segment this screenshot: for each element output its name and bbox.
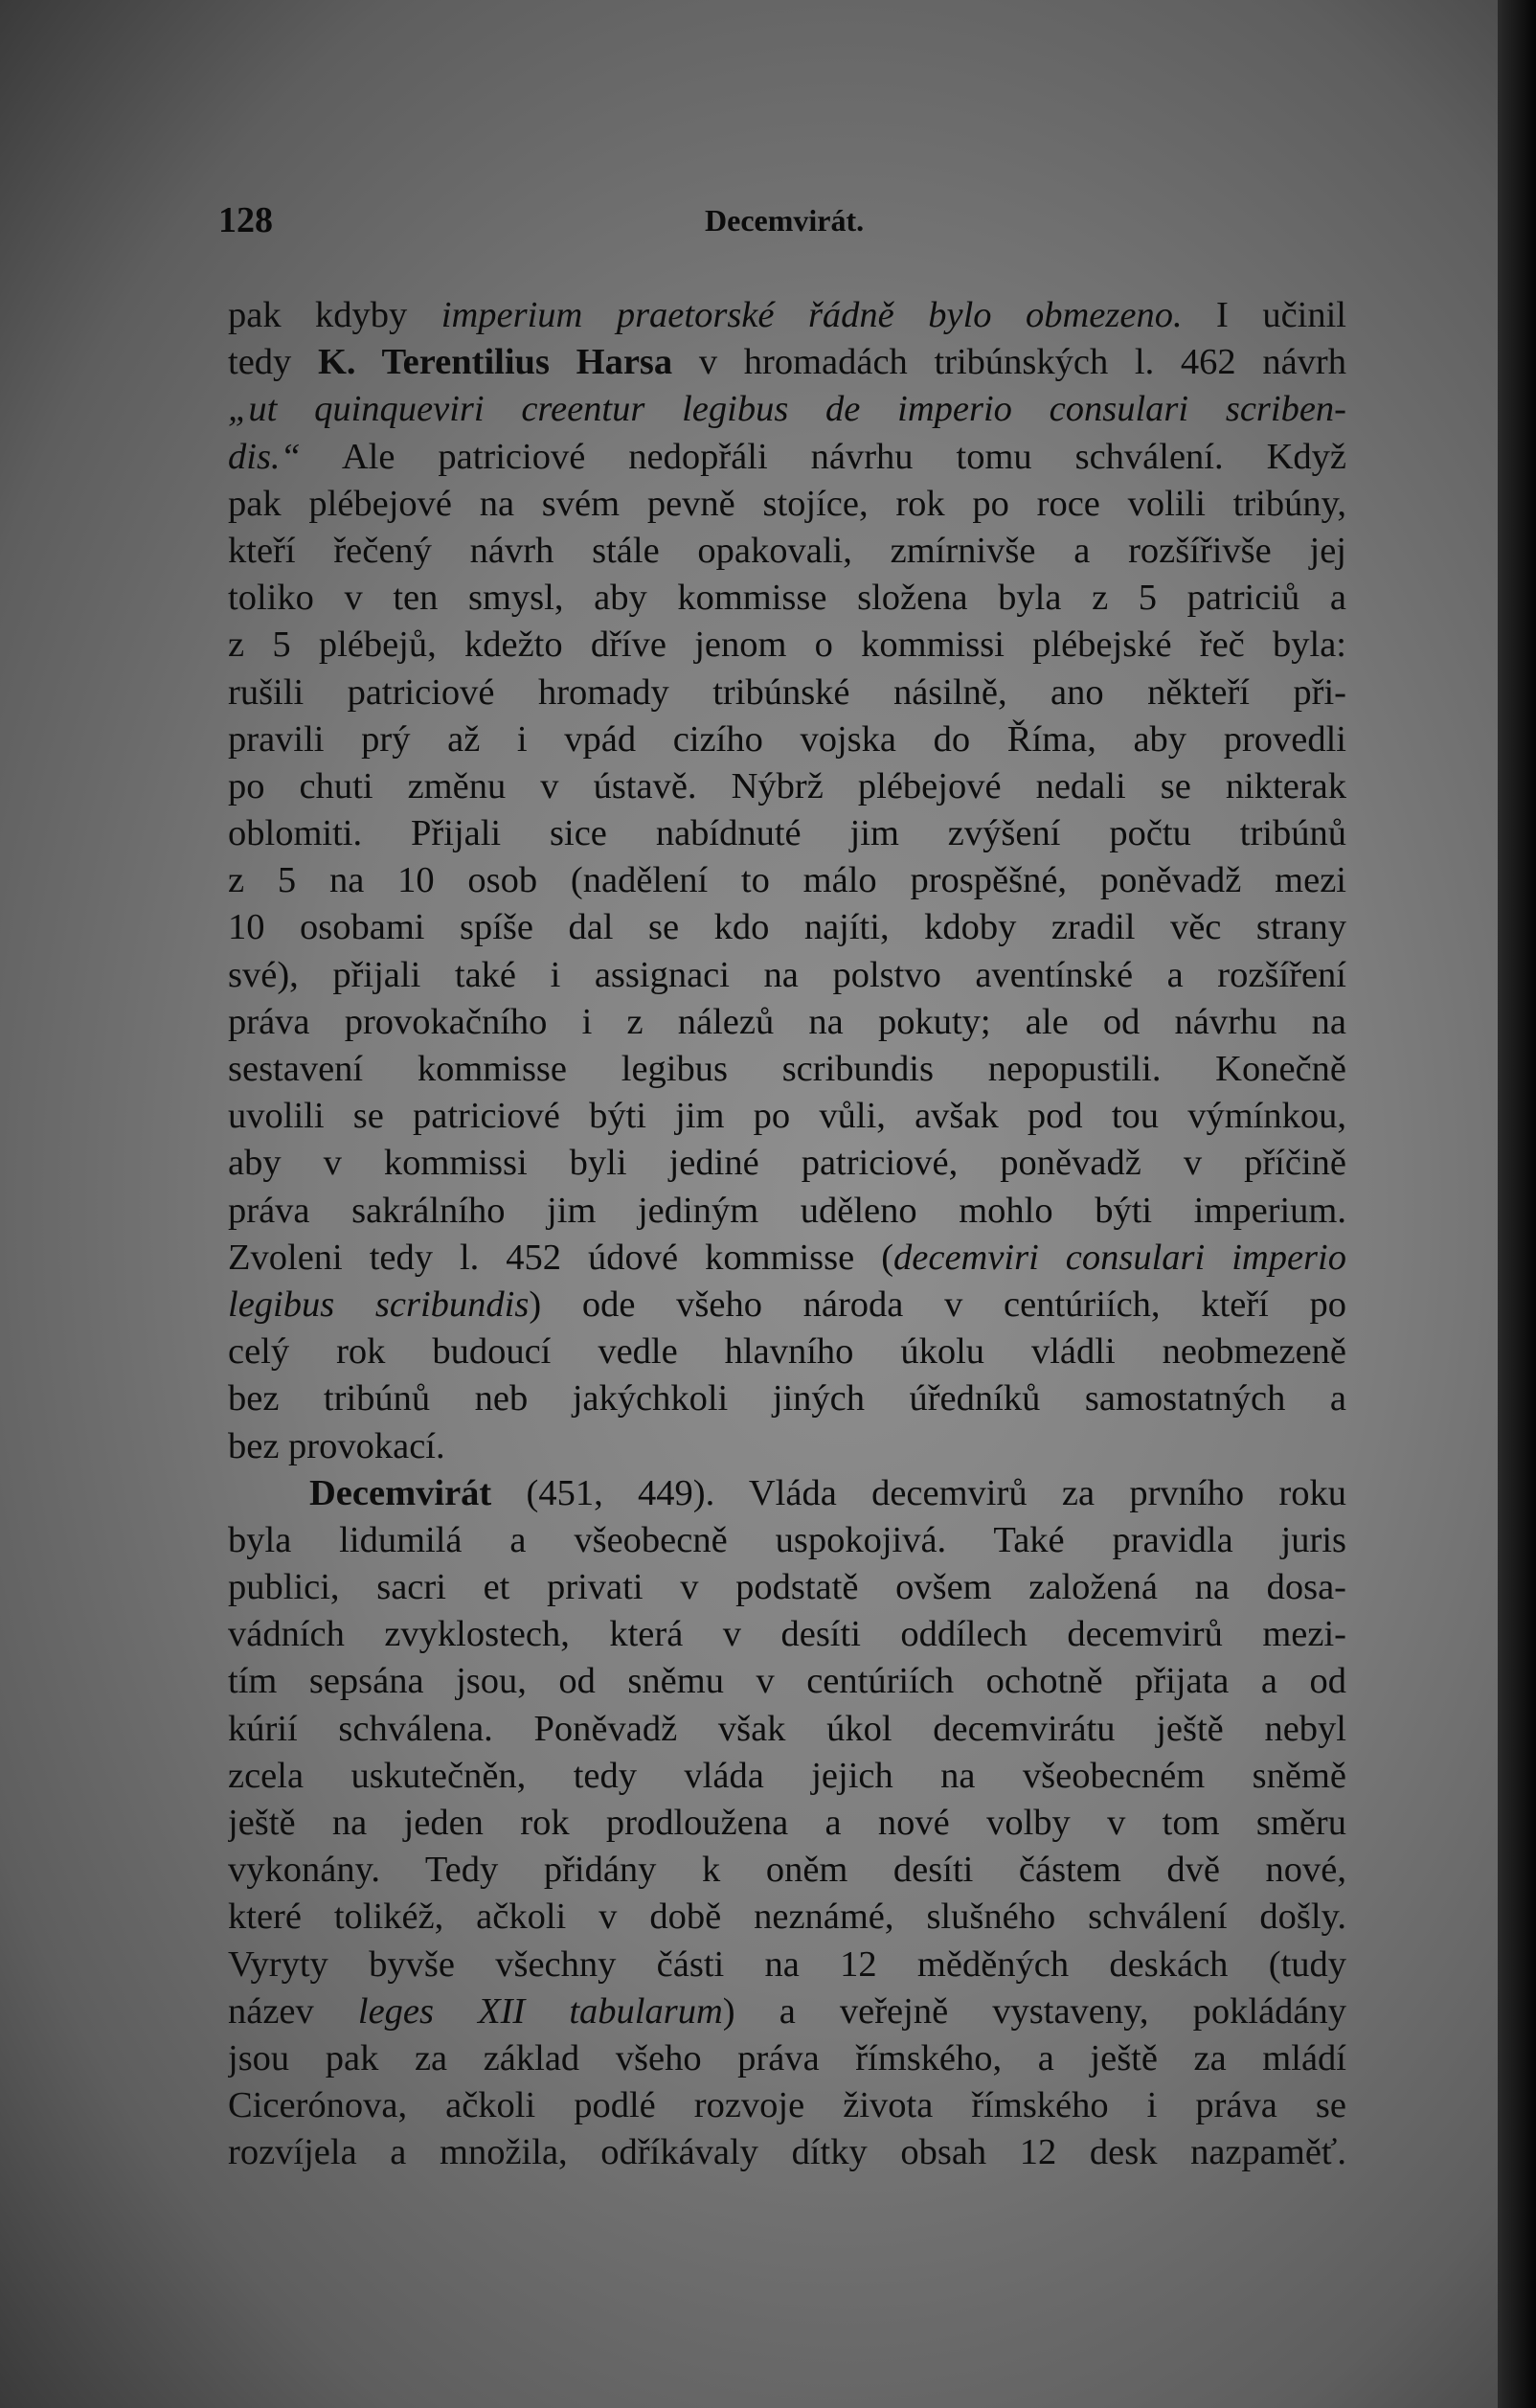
binding-edge (1498, 0, 1536, 2408)
text-line-19: aby v kommissi byli jediné patriciové, poněvadž v příčině (228, 1143, 1346, 1184)
text-line-30: tím sepsána jsou, od sněmu v centúriích ochotně přijata a od (228, 1661, 1346, 1702)
text-line-9: rušili patriciové hromady tribúnské násilně, ano někteří při- (228, 671, 1346, 713)
text-line-37: název leges XII tabularum) a veřejně vystaveny, pokládány (228, 1990, 1346, 2032)
text-line-28: publici, sacri et privati v podstatě ovšem založená na dosa- (228, 1567, 1346, 1608)
text-line-26: Decemvirát (451, 449). Vláda decemvirů za prvního roku (309, 1472, 1346, 1513)
text-line-10: pravili prý až i vpád cizího vojska do Říma, aby provedli (228, 718, 1346, 760)
text-line-3: „ut quinqueviri creentur legibus de imperio consulari scriben- (228, 389, 1346, 430)
text-line-22: legibus scribundis) ode všeho národa v centúriích, kteří po (228, 1284, 1346, 1325)
text-line-4: dis.“ Ale patriciové nedopřáli návrhu tomu schválení. Když (228, 436, 1346, 477)
page-number: 128 (218, 200, 273, 240)
text-line-18: uvolili se patriciové býti jim po vůli, avšak pod tou výmínkou, (228, 1096, 1346, 1137)
text-line-1: pak kdyby imperium praetorské řádně bylo obmezeno. I učinil (228, 295, 1346, 335)
text-line-13: z 5 na 10 osob (nadělení to málo prospěšné, poněvadž mezi (228, 860, 1346, 901)
text-line-23: celý rok budoucí vedle hlavního úkolu vládli neobmezeně (228, 1331, 1346, 1373)
text-line-6: kteří řečený návrh stále opakovali, zmírnivše a rozšířivše jej (228, 530, 1346, 571)
running-head: Decemvirát. (705, 203, 865, 238)
text-line-2: tedy K. Terentilius Harsa v hromadách tribúnských l. 462 návrh (228, 342, 1346, 383)
text-line-39: Cicerónova, ačkoli podlé rozvoje života římského i práva se (228, 2085, 1346, 2126)
text-line-11: po chuti změnu v ústavě. Nýbrž plébejové nedali se nikterak (228, 765, 1346, 806)
text-line-36: Vyryty byvše všechny části na 12 měděných deskách (tudy (228, 1943, 1346, 1985)
text-line-27: byla lidumilá a všeobecně uspokojivá. Také pravidla juris (228, 1519, 1346, 1560)
text-line-5: pak plébejové na svém pevně stojíce, rok po roce volili tribúny, (228, 483, 1346, 524)
text-line-24: bez tribúnů neb jakýchkoli jiných úředníků samostatných a (228, 1378, 1346, 1420)
text-line-40: rozvíjela a množila, odříkávaly dítky obsah 12 desk nazpaměť. (228, 2132, 1346, 2173)
text-line-25: bez provokací. (228, 1425, 445, 1466)
text-line-20: práva sakrálního jim jediným uděleno mohlo býti imperium. (228, 1190, 1346, 1231)
text-line-17: sestavení kommisse legibus scribundis nepopustili. Konečně (228, 1049, 1346, 1089)
text-line-29: vádních zvyklostech, která v desíti oddílech decemvirů mezi- (228, 1614, 1346, 1655)
text-line-35: které tolikéž, ačkoli v době neznámé, slušného schválení došly. (228, 1897, 1346, 1938)
text-line-33: ještě na jeden rok prodloužena a nové volby v tom směru (228, 1803, 1346, 1843)
text-line-34: vykonány. Tedy přidány k oněm desíti částem dvě nové, (228, 1850, 1346, 1891)
text-line-21: Zvoleni tedy l. 452 údové kommisse (decemviri consulari imperio (228, 1237, 1346, 1278)
text-line-8: z 5 plébejů, kdežto dříve jenom o kommissi plébejské řeč byla: (228, 625, 1346, 666)
body-text (228, 292, 1346, 2177)
text-line-7: toliko v ten smysl, aby kommisse složena byla z 5 patriciů a (228, 578, 1346, 619)
text-line-16: práva provokačního i z nálezů na pokuty; ale od návrhu na (228, 1001, 1346, 1042)
page-header (218, 199, 1348, 247)
text-line-14: 10 osobami spíše dal se kdo najíti, kdoby zradil věc strany (228, 907, 1346, 948)
text-line-32: zcela uskutečněn, tedy vláda jejich na všeobecném sněmě (228, 1755, 1346, 1796)
text-line-38: jsou pak za základ všeho práva římského, a ještě za mládí (228, 2037, 1346, 2079)
text-line-31: kúrií schválena. Poněvadž však úkol decemvirátu ještě nebyl (228, 1708, 1346, 1749)
text-line-12: oblomiti. Přijali sice nabídnuté jim zvýšení počtu tribúnů (228, 813, 1346, 854)
text-line-15: své), přijali také i assignaci na polstvo aventínské a rozšíření (228, 954, 1346, 995)
